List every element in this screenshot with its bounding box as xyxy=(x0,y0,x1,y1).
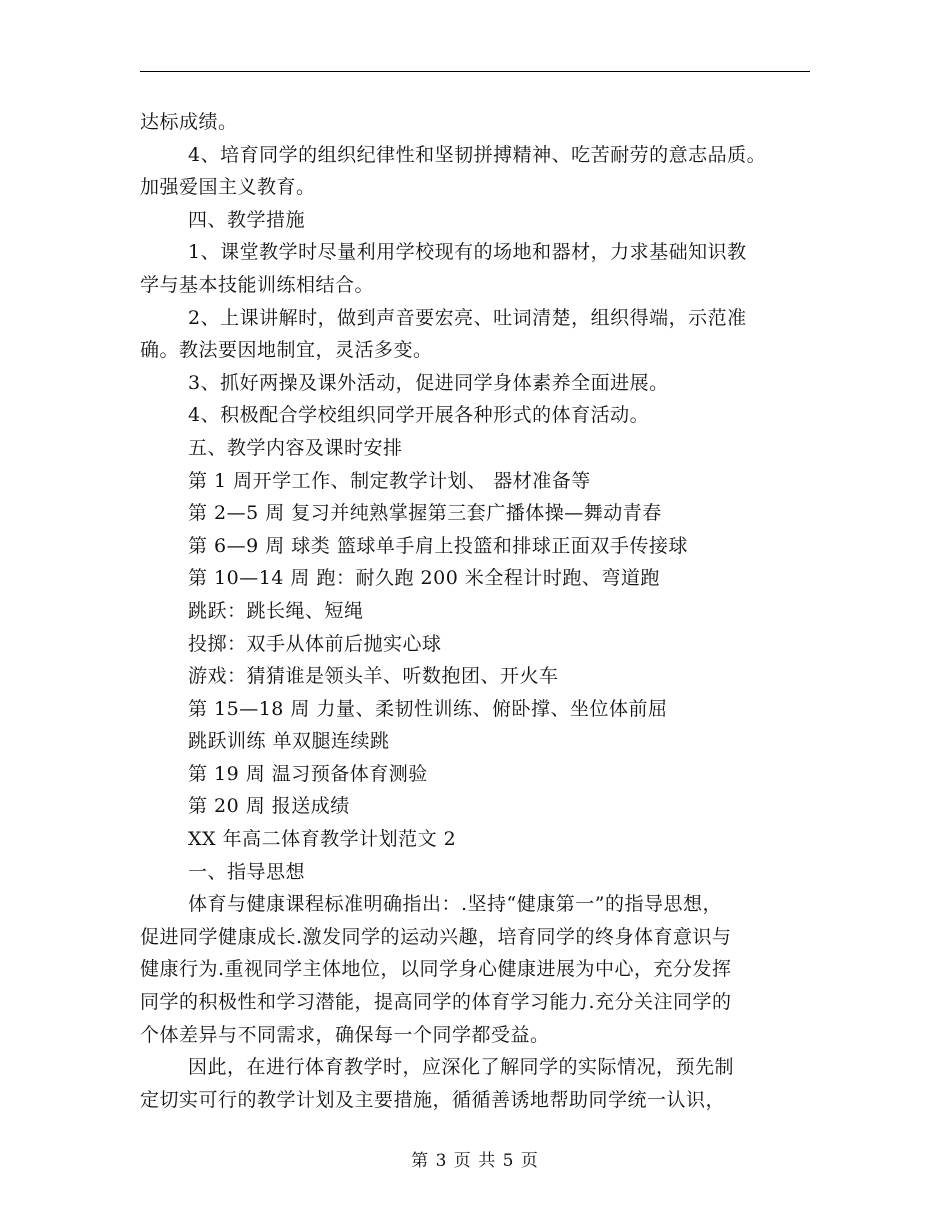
text-line: 4、积极配合学校组织同学开展各种形式的体育活动。 xyxy=(188,404,650,427)
text-line: 第 20 周 报送成绩 xyxy=(188,795,350,818)
text-line: 加强爱国主义教育。 xyxy=(140,176,316,199)
text-line: 同学的积极性和学习潜能，提高同学的体育学习能力.充分关注同学的 xyxy=(140,991,732,1014)
text-line: 促进同学健康成长.激发同学的运动兴趣，培育同学的终身体育意识与 xyxy=(140,925,732,948)
text-line: 确。教法要因地制宜，灵活多变。 xyxy=(140,339,433,362)
text-line: 定切实可行的教学计划及主要措施，循循善诱地帮助同学统一认识， xyxy=(140,1088,726,1111)
text-line: 投掷：双手从体前后抛实心球 xyxy=(188,632,442,655)
document-body xyxy=(140,106,810,1116)
text-line: 健康行为.重视同学主体地位，以同学身心健康进展为中心，充分发挥 xyxy=(140,958,732,981)
text-line: 游戏：猜猜谁是领头羊、听数抱团、开火车 xyxy=(188,665,559,688)
text-line: 因此，在进行体育教学时，应深化了解同学的实际情况，预先制 xyxy=(188,1056,735,1079)
text-line: 第 10—14 周 跑：耐久跑 200 米全程计时跑、弯道跑 xyxy=(188,567,660,590)
text-line: 体育与健康课程标准明确指出：.坚持“健康第一”的指导思想， xyxy=(188,893,722,916)
text-line: 4、培育同学的组织纪律性和坚韧拼搏精神、吃苦耐劳的意志品质。 xyxy=(188,143,767,166)
text-line: 1、课堂教学时尽量利用学校现有的场地和器材，力求基础知识教 xyxy=(188,241,747,264)
text-line: 第 6—9 周 球类 篮球单手肩上投篮和排球正面双手传接球 xyxy=(188,534,688,557)
text-line: 达标成绩。 xyxy=(140,111,238,133)
text-line: 一、指导思想 xyxy=(188,860,306,883)
text-line: 3、抓好两操及课外活动，促进同学身体素养全面进展。 xyxy=(188,371,669,394)
text-line: 四、教学措施 xyxy=(188,208,306,231)
header-rule xyxy=(140,71,810,72)
page-number: 第 3 页 共 5 页 xyxy=(411,1151,539,1171)
text-line: 2、上课讲解时，做到声音要宏亮、吐词清楚，组织得端，示范准 xyxy=(188,306,747,329)
text-line: 个体差异与不同需求，确保每一个同学都受益。 xyxy=(140,1023,550,1046)
text-line: 第 15—18 周 力量、柔韧性训练、俯卧撑、坐位体前屈 xyxy=(188,697,668,720)
text-line: 第 19 周 温习预备体育测验 xyxy=(188,762,428,785)
text-line: 第 1 周开学工作、制定教学计划、 器材准备等 xyxy=(188,469,591,492)
text-line: 跳跃训练 单双腿连续跳 xyxy=(188,730,390,753)
text-line: 第 2—5 周 复习并纯熟掌握第三套广播体操—舞动青春 xyxy=(188,502,662,525)
text-line: XX 年高二体育教学计划范文 2 xyxy=(188,828,457,851)
text-line: 五、教学内容及课时安排 xyxy=(188,436,403,459)
text-line: 学与基本技能训练相结合。 xyxy=(140,273,375,296)
text-line: 跳跃：跳长绳、短绳 xyxy=(188,599,364,622)
